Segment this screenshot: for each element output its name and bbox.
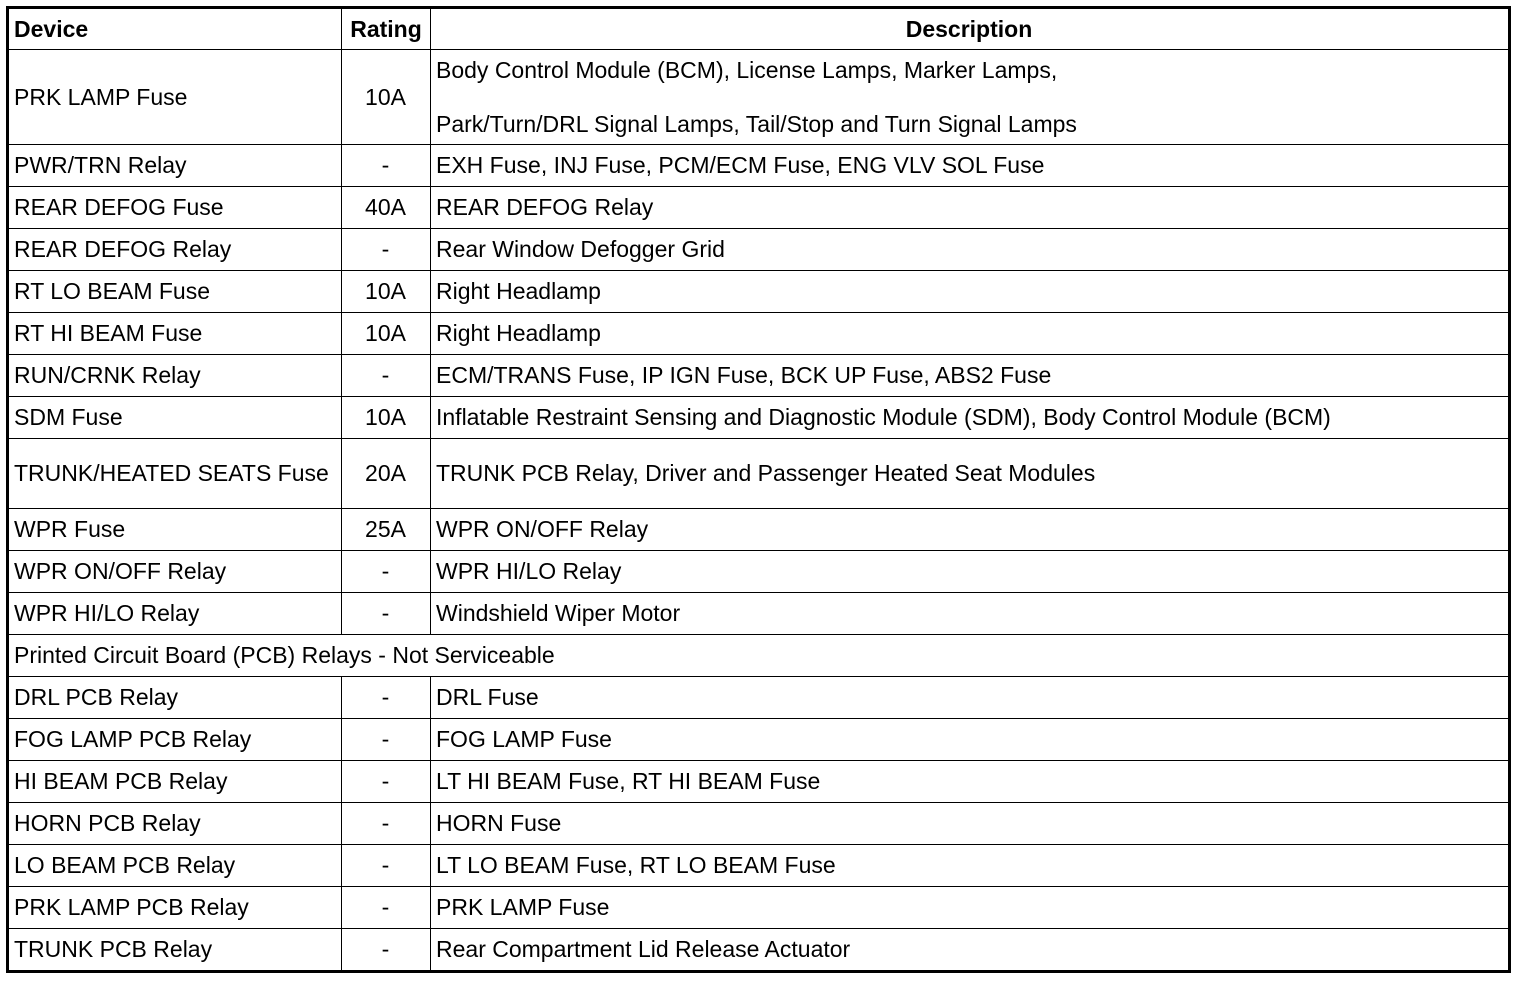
header-rating: Rating	[342, 8, 431, 50]
description-cell: LT HI BEAM Fuse, RT HI BEAM Fuse	[431, 761, 1510, 803]
description-cell: Right Headlamp	[431, 313, 1510, 355]
description-cell: Rear Compartment Lid Release Actuator	[431, 929, 1510, 972]
description-cell: DRL Fuse	[431, 677, 1510, 719]
table-row	[8, 355, 1510, 397]
device-cell: PWR/TRN Relay	[8, 145, 342, 187]
description-cell: Inflatable Restraint Sensing and Diagnostic Module (SDM), Body Control Module (BCM)	[431, 397, 1510, 439]
device-cell: RT LO BEAM Fuse	[8, 271, 342, 313]
description-cell: PRK LAMP Fuse	[431, 887, 1510, 929]
description-cell: Windshield Wiper Motor	[431, 593, 1510, 635]
device-cell: WPR Fuse	[8, 509, 342, 551]
device-cell: PRK LAMP PCB Relay	[8, 887, 342, 929]
table-row	[8, 887, 1510, 929]
table-row	[8, 187, 1510, 229]
description-cell: Right Headlamp	[431, 271, 1510, 313]
rating-cell: 10A	[342, 50, 431, 145]
rating-cell: -	[342, 593, 431, 635]
section-label: Printed Circuit Board (PCB) Relays - Not Serviceable	[8, 635, 1510, 677]
table-row	[8, 50, 1510, 145]
device-cell: RT HI BEAM Fuse	[8, 313, 342, 355]
rating-cell: 10A	[342, 313, 431, 355]
table-row	[8, 719, 1510, 761]
rating-cell: -	[342, 719, 431, 761]
rating-cell: -	[342, 355, 431, 397]
description-line: Body Control Module (BCM), License Lamps, Marker Lamps,	[436, 56, 1058, 83]
device-cell: REAR DEFOG Fuse	[8, 187, 342, 229]
description-cell: HORN Fuse	[431, 803, 1510, 845]
table-row	[8, 845, 1510, 887]
table-row	[8, 397, 1510, 439]
device-cell: PRK LAMP Fuse	[8, 50, 342, 145]
rating-cell: -	[342, 803, 431, 845]
device-cell: HI BEAM PCB Relay	[8, 761, 342, 803]
fuse-relay-table-container	[6, 6, 1508, 973]
device-cell: WPR ON/OFF Relay	[8, 551, 342, 593]
rating-cell: 10A	[342, 397, 431, 439]
device-cell: WPR HI/LO Relay	[8, 593, 342, 635]
header-description: Description	[431, 8, 1510, 50]
description-cell	[431, 50, 1510, 145]
table-row	[8, 761, 1510, 803]
table-row	[8, 593, 1510, 635]
rating-cell: -	[342, 229, 431, 271]
rating-cell: 40A	[342, 187, 431, 229]
rating-cell: -	[342, 551, 431, 593]
device-cell: DRL PCB Relay	[8, 677, 342, 719]
rating-cell: -	[342, 929, 431, 972]
device-cell: TRUNK PCB Relay	[8, 929, 342, 972]
section-row	[8, 635, 1510, 677]
device-cell: HORN PCB Relay	[8, 803, 342, 845]
rating-cell: -	[342, 887, 431, 929]
table-row	[8, 229, 1510, 271]
description-cell: ECM/TRANS Fuse, IP IGN Fuse, BCK UP Fuse, ABS2 Fuse	[431, 355, 1510, 397]
table-row	[8, 313, 1510, 355]
device-cell: FOG LAMP PCB Relay	[8, 719, 342, 761]
rating-cell: -	[342, 845, 431, 887]
description-cell: WPR HI/LO Relay	[431, 551, 1510, 593]
header-row	[8, 8, 1510, 50]
rating-cell: 25A	[342, 509, 431, 551]
table-row	[8, 271, 1510, 313]
table-row	[8, 509, 1510, 551]
rating-cell: -	[342, 761, 431, 803]
table-row	[8, 677, 1510, 719]
device-cell: SDM Fuse	[8, 397, 342, 439]
device-cell: RUN/CRNK Relay	[8, 355, 342, 397]
description-cell: WPR ON/OFF Relay	[431, 509, 1510, 551]
description-cell: REAR DEFOG Relay	[431, 187, 1510, 229]
rating-cell: -	[342, 145, 431, 187]
description-cell: EXH Fuse, INJ Fuse, PCM/ECM Fuse, ENG VLV SOL Fuse	[431, 145, 1510, 187]
table-row	[8, 439, 1510, 509]
table-row	[8, 551, 1510, 593]
table-row	[8, 803, 1510, 845]
description-cell: FOG LAMP Fuse	[431, 719, 1510, 761]
description-line: Park/Turn/DRL Signal Lamps, Tail/Stop and Turn Signal Lamps	[436, 110, 1077, 137]
rating-cell: 10A	[342, 271, 431, 313]
device-cell: REAR DEFOG Relay	[8, 229, 342, 271]
table-row	[8, 929, 1510, 972]
header-device: Device	[8, 8, 342, 50]
table-row	[8, 145, 1510, 187]
description-cell: LT LO BEAM Fuse, RT LO BEAM Fuse	[431, 845, 1510, 887]
description-cell: Rear Window Defogger Grid	[431, 229, 1510, 271]
description-cell: TRUNK PCB Relay, Driver and Passenger Heated Seat Modules	[431, 439, 1510, 509]
fuse-relay-table	[6, 6, 1511, 973]
rating-cell: 20A	[342, 439, 431, 509]
rating-cell: -	[342, 677, 431, 719]
device-cell: LO BEAM PCB Relay	[8, 845, 342, 887]
device-cell: TRUNK/HEATED SEATS Fuse	[8, 439, 342, 509]
